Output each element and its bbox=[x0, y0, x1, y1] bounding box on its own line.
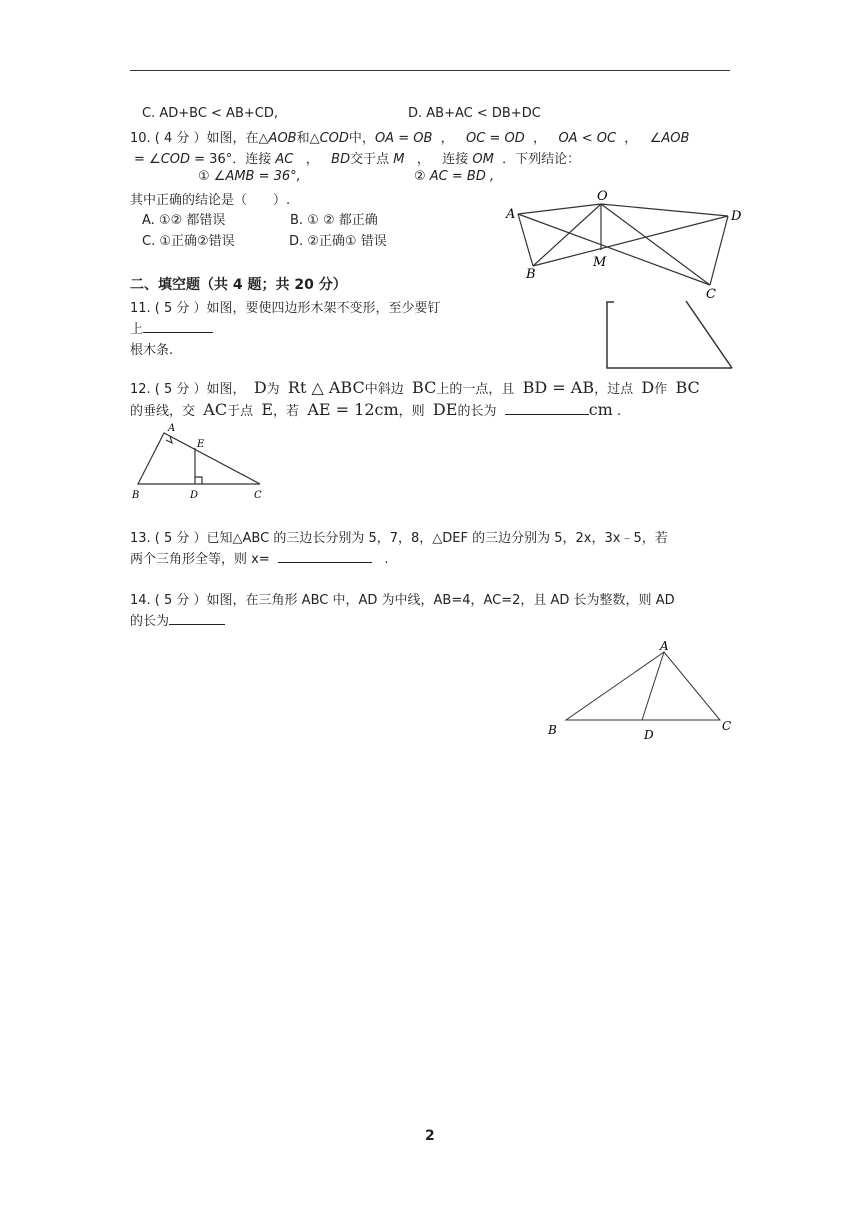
q11-answer-blank[interactable] bbox=[143, 320, 213, 333]
q14-label-b: B bbox=[548, 723, 557, 737]
q10-label-b: B bbox=[526, 267, 536, 282]
q12-answer-blank[interactable] bbox=[505, 402, 589, 415]
q10-option-a: A. ①② 都错误 bbox=[142, 213, 226, 228]
q10-label-d: D bbox=[731, 209, 742, 224]
q12-label-a: A bbox=[168, 423, 176, 434]
q14-answer-blank[interactable] bbox=[169, 612, 225, 625]
section-title: 二、填空题（共 4 题；共 20 分） bbox=[130, 277, 347, 293]
q10-statement-1: ① ∠AMB = 36°, bbox=[198, 169, 301, 184]
q11-figure bbox=[600, 298, 740, 372]
q10-statement-2: ② AC = BD , bbox=[414, 169, 495, 184]
header-rule bbox=[130, 70, 730, 71]
q14-figure bbox=[540, 638, 740, 744]
q12-label-c: C bbox=[254, 490, 262, 501]
q11-line1: 11. ( 5 分 ）如图，要使四边形木架不变形，至少要钉 bbox=[130, 301, 441, 316]
q14-line1: 14. ( 5 分 ）如图，在三角形 ABC 中，AD 为中线，AB=4，AC=2，且 AD 长为整数，则 AD bbox=[130, 593, 675, 608]
q12-line2: 的垂线，交 AC于点 E，若 AE = 12cm，则 DE的长为 cm . bbox=[130, 400, 622, 419]
q13-line2: 两个三角形全等，则 x= . bbox=[130, 552, 389, 567]
q10-label-m: M bbox=[593, 255, 607, 270]
page-number: 2 bbox=[425, 1128, 435, 1144]
q12-line1: 12. ( 5 分 ）如图， D为 Rt △ ABC中斜边 BC上的一点，且 BD = AB，过点 D作 BC bbox=[130, 378, 700, 397]
q14-label-d: D bbox=[644, 728, 654, 742]
q11-line2: 上 bbox=[130, 318, 213, 337]
q10-option-d: D. ②正确① 错误 bbox=[289, 234, 387, 249]
q14-line2: 的长为 bbox=[130, 610, 225, 629]
q12-figure bbox=[128, 420, 270, 502]
q10-option-b: B. ① ② 都正确 bbox=[290, 213, 378, 228]
q12-label-e: E bbox=[197, 439, 205, 450]
q10-option-c: C. ①正确②错误 bbox=[142, 234, 235, 249]
q12-label-b: B bbox=[132, 490, 140, 501]
q10-label-o: O bbox=[597, 189, 608, 204]
q14-label-c: C bbox=[722, 719, 732, 733]
q10-label-a: A bbox=[506, 207, 516, 222]
q12-label-d: D bbox=[190, 490, 199, 501]
q14-label-a: A bbox=[660, 639, 669, 653]
q9-option-d: D. AB+AC < DB+DC bbox=[408, 106, 541, 121]
q10-question: 其中正确的结论是（ ）. bbox=[130, 193, 291, 208]
q10-stem: 10. ( 4 分 ）如图，在△AOB和△COD中，OA = OB ， OC = OD ， OA < OC ， ∠AOB bbox=[130, 131, 690, 146]
q13-line1: 13. ( 5 分 ）已知△ABC 的三边长分别为 5，7，8，△DEF 的三边分别为 5，2x，3x﹣5，若 bbox=[130, 531, 668, 546]
q10-label-c: C bbox=[706, 287, 716, 300]
q13-answer-blank[interactable] bbox=[278, 550, 372, 563]
q9-option-c: C. AD+BC < AB+CD, bbox=[142, 106, 278, 121]
q10-figure bbox=[500, 188, 750, 300]
q10-stem-line2: = ∠COD = 36°．连接 AC ， BD交于点 M ， 连接 OM ．下列结论： bbox=[134, 152, 581, 167]
q11-line3: 根木条. bbox=[130, 343, 174, 358]
